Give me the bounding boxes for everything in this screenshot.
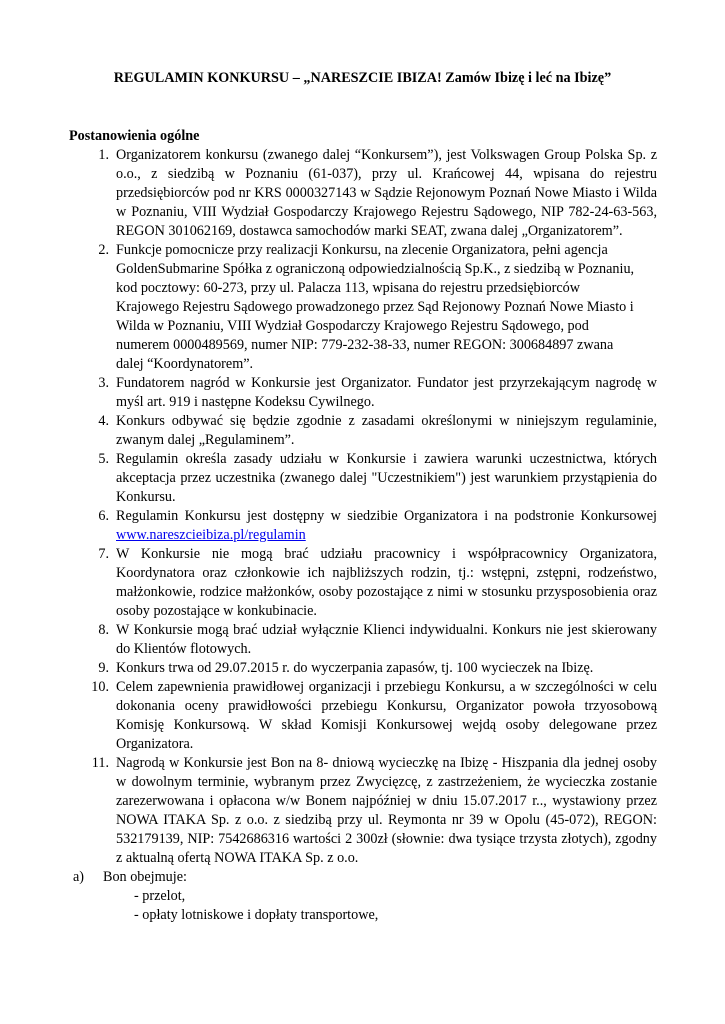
item-line: GoldenSubmarine Spółka z ograniczoną odpowiedzialnością Sp.K., z siedzibą w Poznaniu,	[116, 261, 635, 277]
item-text: Konkurs trwa od 29.07.2015 r. do wyczerpania zapasów, tj. 100 wycieczek na Ibizę.	[116, 660, 594, 676]
document-title: REGULAMIN KONKURSU – „NARESZCIE IBIZA! Zamów Ibizę i leć na Ibizę”	[113, 70, 612, 86]
list-item	[69, 146, 657, 241]
sub-item-label: a)	[73, 869, 85, 885]
item-text: Konkurs odbywać się będzie zgodnie z zasadami określonymi w niniejszym regulaminie, zwanym dalej „Regulaminem”.	[116, 413, 657, 448]
item-number: 5.	[98, 451, 109, 467]
list-item	[69, 678, 657, 754]
item-number: 4.	[98, 413, 109, 429]
item-text	[116, 507, 657, 545]
item-line: Wilda w Poznaniu, VIII Wydział Gospodarczy Krajowego Rejestru Sądowego, pod	[116, 318, 589, 334]
list-item	[69, 412, 657, 450]
sub-item	[69, 868, 657, 887]
item-text: Organizatorem konkursu (zwanego dalej “Konkursem”), jest Volkswagen Group Polska Sp. z o.o., z siedzibą w Poznaniu (61-037), przy ul. Krańcowej 44, wpisana do rejestru przedsiębiorców pod nr KRS 0000327143 w Sądzie Rejonowym Poznań Nowe Miasto i Wilda w Poznaniu, VIII Wydział Gospodarczy Krajowego Rejestru Sądowego, NIP 782-24-63-563, REGON 301062169, dostawca samochodów marki SEAT, zwana dalej „Organizatorem”.	[116, 147, 657, 239]
item-number: 3.	[98, 375, 109, 391]
item-text: Nagrodą w Konkursie jest Bon na 8- dniową wycieczkę na Ibizę - Hiszpania dla jednej osoby w dowolnym terminie, wybranym przez Zwycięzcę, z zastrzeżeniem, że wycieczka zostanie zarezerwowana i opłacona w/w Bonem najpóźniej w dniu 15.07.2017 r.., wystawiony przez NOWA ITAKA Sp. z o.o. z siedzibą przy ul. Reymonta nr 39 w Opolu (45-072), REGON: 532179139, NIP: 7542686316 wartości 2 300zł (słownie: dwa tysiące trzysta złotych), zgodny z aktualną ofertą NOWA ITAKA Sp. z o.o.	[116, 755, 657, 866]
item-text: Regulamin określa zasady udziału w Konkursie i zawiera warunki uczestnictwa, których akceptacja przez uczestnika (zwanego dalej "Uczestnikiem") jest warunkiem przystąpienia do Konkursu.	[116, 451, 657, 505]
item-number: 7.	[98, 546, 109, 562]
list-item	[69, 659, 657, 678]
sub-bullet: - przelot,	[134, 888, 186, 904]
rules-list	[69, 146, 657, 925]
regulamin-link[interactable]: www.nareszcieibiza.pl/regulamin	[116, 527, 306, 543]
section-heading: Postanowienia ogólne	[69, 128, 200, 144]
list-item	[69, 450, 657, 507]
item-line: numerem 0000489569, numer NIP: 779-232-38-33, numer REGON: 300684897 zwana	[116, 337, 614, 353]
list-item	[69, 374, 657, 412]
item-line: dalej “Koordynatorem”.	[116, 356, 254, 372]
item-number: 6.	[98, 508, 109, 524]
item-number: 1.	[98, 147, 109, 163]
sub-bullet: - opłaty lotniskowe i dopłaty transportowe,	[134, 907, 379, 923]
item-line: Krajowego Rejestru Sądowego prowadzonego przez Sąd Rejonowy Poznań Nowe Miasto i	[116, 299, 634, 315]
list-item	[69, 754, 657, 868]
list-item	[69, 545, 657, 621]
item-text: Celem zapewnienia prawidłowej organizacji i przebiegu Konkursu, a w szczególności w celu dokonania oceny prawidłowości przebiegu Konkursu, Organizator powoła trzyosobową Komisję Konkursową. W skład Komisji Konkursowej wejdą osoby delegowane przez Organizatora.	[116, 679, 657, 752]
list-item	[69, 621, 657, 659]
item-number: 8.	[98, 622, 109, 638]
list-item	[69, 241, 657, 374]
list-item	[69, 507, 657, 545]
sub-item-text: Bon obejmuje:	[103, 869, 187, 885]
item-text: W Konkursie mogą brać udział wyłącznie Klienci indywidualni. Konkurs nie jest skierowany do Klientów flotowych.	[116, 622, 657, 657]
item-text-body: Regulamin Konkursu jest dostępny w siedzibie Organizatora i na podstronie Konkursowej	[116, 508, 657, 524]
sub-list-item	[69, 868, 657, 925]
item-line: kod pocztowy: 60-273, przy ul. Palacza 113, wpisana do rejestru przedsiębiorców	[116, 280, 580, 296]
item-number: 11.	[91, 755, 109, 771]
item-number: 10.	[91, 679, 109, 695]
item-text	[116, 241, 657, 374]
item-number: 2.	[98, 242, 109, 258]
item-text: W Konkursie nie mogą brać udziału pracownicy i współpracownicy Organizatora, Koordynatora oraz członkowie ich najbliższych rodzin, tj.: wstępni, zstępni, rodzeństwo, małżonkowie, rodzice małżonków, osoby pozostające z nimi w stosunku przysposobienia oraz osoby pozostające w konkubinacie.	[116, 546, 657, 619]
item-text: Fundatorem nagród w Konkursie jest Organizator. Fundator jest przyrzekającym nagrodę w myśl art. 919 i następne Kodeksu Cywilnego.	[116, 375, 657, 410]
item-line: Funkcje pomocnicze przy realizacji Konkursu, na zlecenie Organizatora, pełni agencja	[116, 242, 608, 258]
item-number: 9.	[98, 660, 109, 676]
